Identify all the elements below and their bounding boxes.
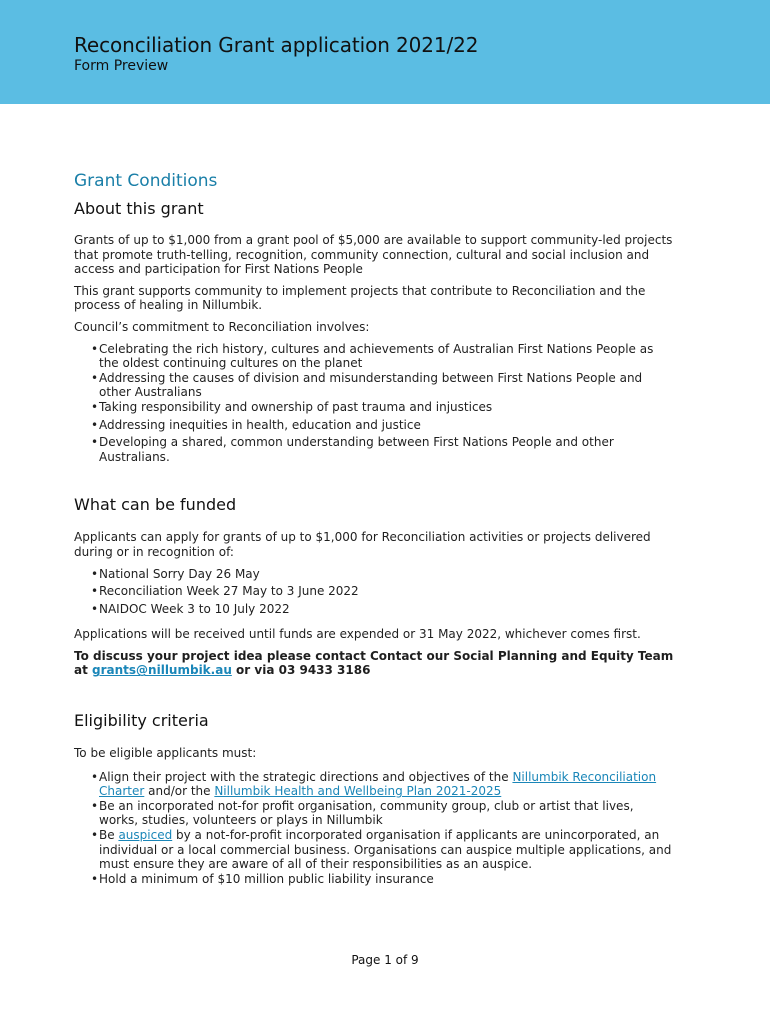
page-number: Page 1 of 9	[351, 953, 419, 967]
reconciliation-charter-link[interactable]: Nillumbik Reconciliation Charter	[99, 769, 657, 799]
form-subtitle: Form Preview	[74, 58, 169, 74]
contact-phone-text: or via 03 9433 3186	[231, 663, 371, 678]
contact-text: To discuss your project idea please contact Contact our Social Planning and Equity Team at	[74, 648, 674, 678]
contact-paragraph	[74, 649, 674, 678]
list-item	[74, 418, 674, 433]
auspiced-link[interactable]: auspiced	[118, 828, 173, 843]
list-item	[74, 567, 674, 582]
bullet-icon: •	[91, 871, 99, 886]
list-item	[74, 828, 674, 872]
funded-heading: What can be funded	[74, 495, 237, 515]
form-title: Reconciliation Grant application 2021/22	[74, 33, 479, 57]
list-item	[74, 400, 674, 415]
form-content	[74, 170, 674, 886]
bullet-icon: •	[91, 341, 99, 356]
list-item	[74, 584, 674, 599]
list-item-text: Reconciliation Week 27 May to 3 June 2022	[99, 584, 359, 599]
bullet-icon: •	[91, 566, 99, 581]
bullet-icon: •	[91, 370, 99, 385]
list-item-text: and/or the	[144, 784, 215, 799]
section-title: Grant Conditions	[74, 171, 218, 191]
list-item-text: by a not-for-profit incorporated organisation if applicants are unincorporated, an individual or a local commercial business. Organisations can auspice multiple applications, and must ensure they are aware of all of their responsibilities as an auspice.	[99, 828, 672, 872]
bullet-icon: •	[91, 435, 99, 450]
list-item-text: Celebrating the rich history, cultures and achievements of Australian First Nations People as the oldest continuing cultures on the planet	[99, 341, 654, 371]
list-item	[74, 342, 674, 371]
about-bullet-list	[74, 342, 674, 465]
eligibility-heading: Eligibility criteria	[74, 711, 209, 731]
list-item	[74, 371, 674, 400]
about-paragraph-1: Grants of up to $1,000 from a grant pool of $5,000 are available to support community-led projects that promote truth-telling, recognition, community connection, cultural and social inclusion and access and participation for First Nations People	[74, 233, 673, 277]
email-link[interactable]: grants@nillumbik.au	[92, 663, 232, 678]
eligibility-intro: To be eligible applicants must:	[74, 746, 257, 761]
bullet-icon: •	[91, 417, 99, 432]
list-item	[74, 435, 674, 464]
bullet-icon: •	[91, 601, 99, 616]
eligibility-bullet-list	[74, 770, 674, 887]
list-item-text: National Sorry Day 26 May	[99, 566, 260, 581]
funded-paragraph-1: Applicants can apply for grants of up to $1,000 for Reconciliation activities or projects delivered during or in recognition of:	[74, 530, 651, 559]
list-item	[74, 602, 674, 617]
list-item-text: Hold a minimum of $10 million public liability insurance	[99, 871, 434, 886]
list-item-text: Be	[99, 828, 119, 843]
list-item-text: Addressing the causes of division and misunderstanding between First Nations People and other Australians	[99, 370, 643, 400]
funded-bullet-list	[74, 567, 674, 617]
about-paragraph-2: This grant supports community to implement projects that contribute to Reconciliation and the process of healing in Nillumbik.	[74, 283, 646, 313]
form-header	[0, 0, 770, 104]
about-heading: About this grant	[74, 199, 204, 218]
funded-paragraph-2: Applications will be received until funds are expended or 31 May 2022, whichever comes first.	[74, 627, 641, 642]
list-item-text: Be an incorporated not-for profit organisation, community group, club or artist that lives, works, studies, volunteers or plays in Nillumbik	[99, 798, 634, 828]
list-item-text: Align their project with the strategic directions and objectives of the	[99, 769, 513, 784]
bullet-icon: •	[91, 828, 99, 843]
bullet-icon: •	[91, 769, 99, 784]
list-item	[74, 770, 674, 799]
bullet-icon: •	[91, 798, 99, 813]
list-item	[74, 799, 674, 828]
list-item-text: NAIDOC Week 3 to 10 July 2022	[99, 601, 290, 616]
about-paragraph-3: Council’s commitment to Reconciliation involves:	[74, 319, 370, 334]
health-wellbeing-plan-link[interactable]: Nillumbik Health and Wellbeing Plan 2021-2025	[214, 784, 502, 799]
list-item-text: Taking responsibility and ownership of past trauma and injustices	[99, 399, 493, 414]
list-item-text: Addressing inequities in health, education and justice	[99, 417, 421, 432]
bullet-icon: •	[91, 584, 99, 599]
bullet-icon: •	[91, 399, 99, 414]
list-item	[74, 872, 674, 887]
list-item-text: Developing a shared, common understanding between First Nations People and other Australians.	[99, 435, 614, 464]
